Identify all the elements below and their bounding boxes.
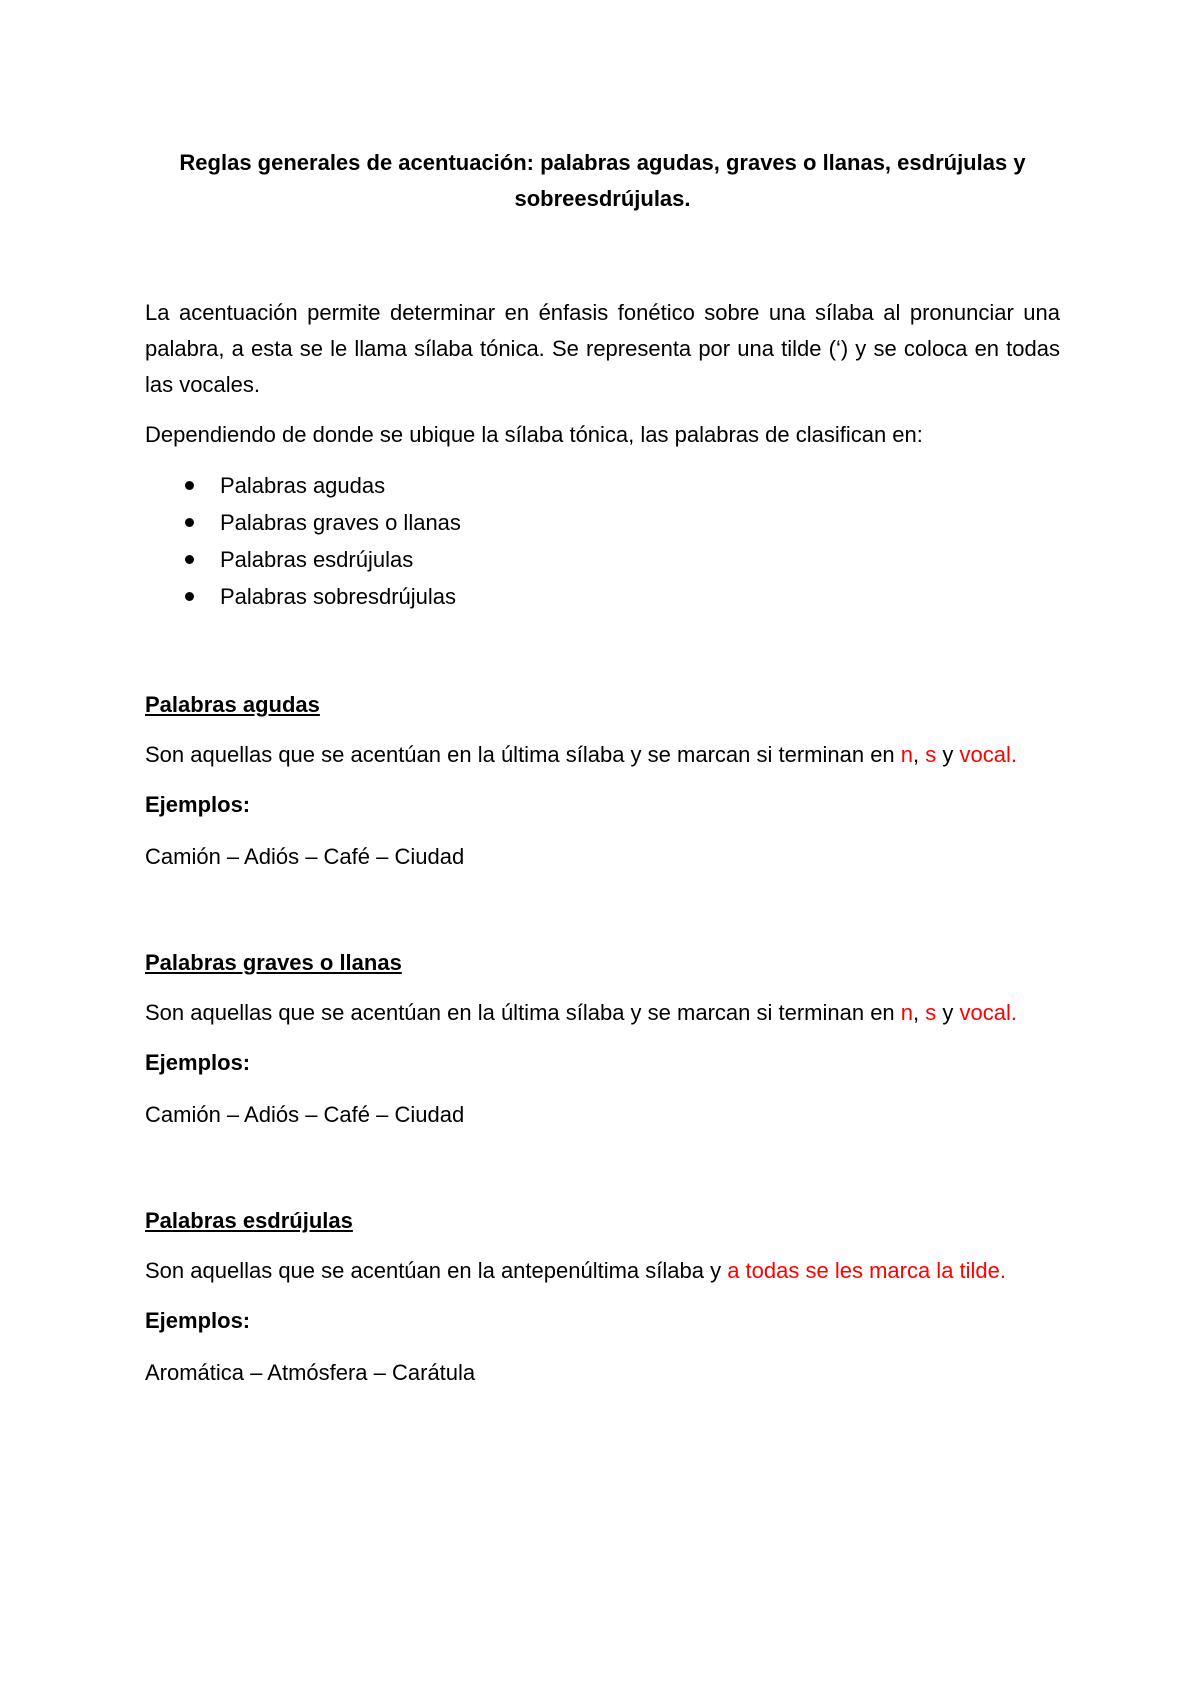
rule-text: Son aquellas que se acentúan en la última sílaba y se marcan si terminan en [145,742,901,767]
classification-paragraph: Dependiendo de donde se ubique la sílaba tónica, las palabras de clasifican en: [145,422,923,447]
rule-text: , [913,1000,926,1025]
section-heading: Palabras esdrújulas [145,1208,353,1233]
rule-highlight: s [925,1000,937,1025]
list-item-label: Palabras agudas [220,473,386,498]
rule-highlight: n [900,1000,914,1025]
list-item [145,541,1060,578]
rule-text: Son aquellas que se acentúan en la última sílaba y se marcan si terminan en [145,1000,901,1025]
rule-highlight: vocal. [959,742,1017,767]
document-title: Reglas generales de acentuación: palabras agudas, graves o llanas, esdrújulas y sobreesdrújulas. [179,150,1026,211]
examples-label: Ejemplos: [145,1050,251,1075]
classification-list [145,467,1060,615]
examples-text: Camión – Adiós – Café – Ciudad [145,1102,465,1127]
list-item-label: Palabras graves o llanas [220,510,461,535]
list-item [145,578,1060,615]
rule-highlight: s [925,742,937,767]
document-body [145,145,1060,1391]
rule-text: y [936,1000,960,1025]
section-graves [145,945,1060,1133]
list-item-label: Palabras sobresdrújulas [220,584,457,609]
list-item [145,467,1060,504]
rule-highlight: vocal. [959,1000,1017,1025]
examples-label: Ejemplos: [145,792,251,817]
rule-text: Son aquellas que se acentúan en la antepenúltima sílaba y [145,1258,728,1283]
bullet-icon [185,481,194,490]
rule-text: y [936,742,960,767]
section-heading: Palabras graves o llanas [145,950,402,975]
bullet-icon [185,592,194,601]
list-item-label: Palabras esdrújulas [220,547,414,572]
section-heading: Palabras agudas [145,692,320,717]
list-item [145,504,1060,541]
section-esdrujulas [145,1203,1060,1391]
bullet-icon [185,555,194,564]
intro-paragraph: La acentuación permite determinar en énfasis fonético sobre una sílaba al pronunciar una palabra, a esta se le llama sílaba tónica. Se representa por una tilde (‘) y se coloca en todas las vocales. [145,300,1060,397]
rule-highlight: a todas se les marca la tilde. [727,1258,1007,1283]
section-rule [145,1253,1060,1289]
examples-label: Ejemplos: [145,1308,251,1333]
rule-highlight: n [900,742,914,767]
section-agudas [145,687,1060,875]
section-rule [145,995,1060,1031]
rule-text: , [913,742,926,767]
examples-text: Aromática – Atmósfera – Carátula [145,1360,476,1385]
bullet-icon [185,518,194,527]
section-rule [145,737,1060,773]
examples-text: Camión – Adiós – Café – Ciudad [145,844,465,869]
